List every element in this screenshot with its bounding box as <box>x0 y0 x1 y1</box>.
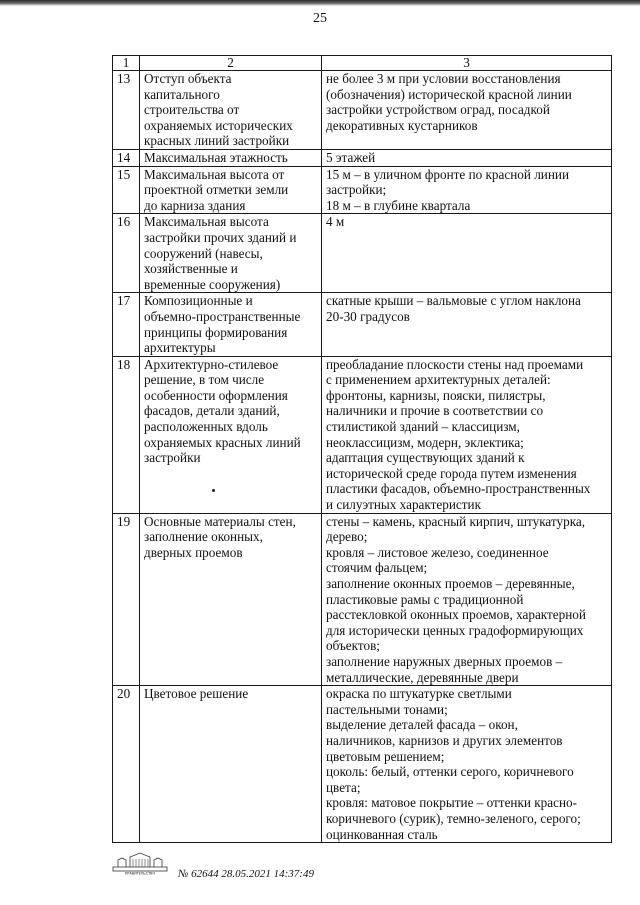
value-line: заполнение наружных дверных проемов – <box>326 653 563 669</box>
value-cell <box>322 214 612 293</box>
value-line: застройки; <box>326 182 387 198</box>
parameter-line: до карниза здания <box>144 197 246 213</box>
value-line: не более 3 м при условии восстановления <box>326 71 561 86</box>
parameter-line: Основные материалы стен, <box>144 513 296 529</box>
value-line: 5 этажей <box>326 149 376 165</box>
row-number: 17 <box>113 293 140 356</box>
government-emblem-icon <box>112 851 168 875</box>
parameter-cell <box>140 686 322 843</box>
value-line: стилистикой зданий – классицизм, <box>326 419 520 435</box>
document-stamp-id <box>178 868 314 880</box>
value-line: 15 м – в уличном фронте по красной линии <box>326 166 570 182</box>
parameter-cell <box>140 513 322 686</box>
value-line: пластиковые рамы с традиционной <box>326 591 524 607</box>
table-row <box>113 356 612 513</box>
parameter-line: застройки прочих зданий и <box>144 229 297 245</box>
value-line: стоячим фальцем; <box>326 560 428 576</box>
value-line: 20-30 градусов <box>326 308 410 324</box>
parameter-line: расположенных вдоль <box>144 419 268 435</box>
value-line: расстекловкой оконных проемов, характерной <box>326 607 586 623</box>
parameter-cell <box>140 356 322 513</box>
value-line: исторической среде города путем изменения <box>326 465 577 481</box>
value-line: для исторически ценных градоформирующих <box>326 622 584 638</box>
parameter-line: строительства от <box>144 102 240 118</box>
header-cell: 1 <box>113 56 140 71</box>
parameter-line: хозяйственные и <box>144 261 238 277</box>
row-number: 15 <box>113 166 140 214</box>
value-cell <box>322 149 612 166</box>
parameter-line: Отступ объекта <box>144 71 232 86</box>
value-line: 4 м <box>326 214 345 230</box>
value-line: кровля: матовое покрытие – оттенки красно- <box>326 795 577 811</box>
parameter-cell <box>140 71 322 150</box>
doc-number: 62644 <box>191 868 219 880</box>
table-header-row <box>113 56 612 71</box>
value-line: металлические, деревянные двери <box>326 669 519 685</box>
value-line: пастельными тонами; <box>326 701 448 717</box>
row-number: 18 <box>113 356 140 513</box>
parameter-line: временные сооружения) <box>144 276 281 292</box>
parameter-line: красных линий застройки <box>144 133 290 149</box>
parameter-line: Цветовое решение <box>144 686 249 702</box>
parameter-line: Композиционные и <box>144 293 253 309</box>
value-line: преобладание плоскости стены над проемами <box>326 356 584 372</box>
value-line: скатные крыши – вальмовые с углом наклона <box>326 293 581 309</box>
value-line: декоративных кустарников <box>326 117 478 133</box>
parameter-cell <box>140 293 322 356</box>
value-line: окраска по штукатурке светлыми <box>326 686 512 702</box>
parameter-line: решение, в том числе <box>144 372 265 388</box>
value-line: фронтоны, карнизы, пояски, пилястры, <box>326 387 546 403</box>
parameter-line: заполнение оконных, <box>144 529 263 545</box>
value-line: наличников, карнизов и других элементов <box>326 732 563 748</box>
parameter-line: принципы формирования <box>144 324 288 340</box>
table-row <box>113 149 612 166</box>
parameter-line: Максимальная высота <box>144 214 269 230</box>
table-row <box>113 71 612 150</box>
parameter-line: застройки <box>144 450 201 466</box>
row-number: 20 <box>113 686 140 843</box>
parameter-line: Максимальная высота от <box>144 166 285 182</box>
value-line: оцинкованная сталь <box>326 826 438 842</box>
regulations-table <box>112 55 612 843</box>
value-line: наличники и прочие в соответствии со <box>326 403 544 419</box>
value-line: пластики фасадов, объемно-пространственных <box>326 481 591 497</box>
row-number: 14 <box>113 149 140 166</box>
value-line: (обозначения) исторической красной линии <box>326 86 572 102</box>
value-line: коричневого (сурик), темно-зеленого, серого; <box>326 810 581 826</box>
value-line: неоклассицизм, модерн, эклектика; <box>326 434 524 450</box>
value-line: цветовым решением; <box>326 748 445 764</box>
value-line: адаптация существующих зданий к <box>326 450 525 466</box>
ink-dot <box>212 489 215 492</box>
table-row <box>113 513 612 686</box>
value-cell <box>322 513 612 686</box>
table-row <box>113 686 612 843</box>
value-line: цвета; <box>326 779 361 795</box>
value-cell <box>322 356 612 513</box>
parameter-line: капитального <box>144 86 220 102</box>
parameter-line: проектной отметки земли <box>144 182 289 198</box>
value-cell <box>322 686 612 843</box>
value-line: и силуэтных характеристик <box>326 497 481 513</box>
header-cell: 3 <box>322 56 612 71</box>
parameter-line: охраняемых исторических <box>144 117 293 133</box>
value-line: заполнение оконных проемов – деревянные, <box>326 576 575 591</box>
parameter-cell <box>140 214 322 293</box>
value-line: с применением архитектурных деталей: <box>326 372 551 388</box>
value-line: выделение деталей фасада – окон, <box>326 717 518 733</box>
value-line: дерево; <box>326 529 368 545</box>
parameter-line: фасадов, детали зданий, <box>144 403 280 419</box>
value-cell <box>322 166 612 214</box>
table-row <box>113 293 612 356</box>
row-number: 13 <box>113 71 140 150</box>
value-cell <box>322 71 612 150</box>
parameter-line: сооружений (навесы, <box>144 245 263 261</box>
value-line: 18 м – в глубине квартала <box>326 197 471 213</box>
doc-timestamp: 28.05.2021 14:37:49 <box>221 868 314 880</box>
parameter-line: дверных проемов <box>144 544 243 560</box>
parameter-line: особенности оформления <box>144 387 288 403</box>
value-cell <box>322 293 612 356</box>
table-row <box>113 214 612 293</box>
header-cell: 2 <box>140 56 322 71</box>
doc-number-prefix: № <box>178 868 189 880</box>
value-line: стены – камень, красный кирпич, штукатурка, <box>326 513 586 529</box>
value-line: объектов; <box>326 638 380 654</box>
parameter-line: объемно-пространственные <box>144 308 301 324</box>
page-number: 25 <box>313 11 327 26</box>
parameter-line: архитектуры <box>144 340 216 356</box>
value-line: кровля – листовое железо, соединенное <box>326 544 549 560</box>
scan-edge <box>0 0 640 6</box>
value-line: застройки устройством оград, посадкой <box>326 102 550 118</box>
stamp-caption: ПРАВИТЕЛЬСТВО <box>124 871 156 875</box>
table-row <box>113 166 612 214</box>
parameter-line: Максимальная этажность <box>144 149 288 165</box>
parameter-cell <box>140 166 322 214</box>
row-number: 16 <box>113 214 140 293</box>
parameter-line: охраняемых красных линий <box>144 434 301 450</box>
value-line: цоколь: белый, оттенки серого, коричневого <box>326 764 574 780</box>
parameter-cell <box>140 149 322 166</box>
parameter-line: Архитектурно-стилевое <box>144 356 279 372</box>
row-number: 19 <box>113 513 140 686</box>
